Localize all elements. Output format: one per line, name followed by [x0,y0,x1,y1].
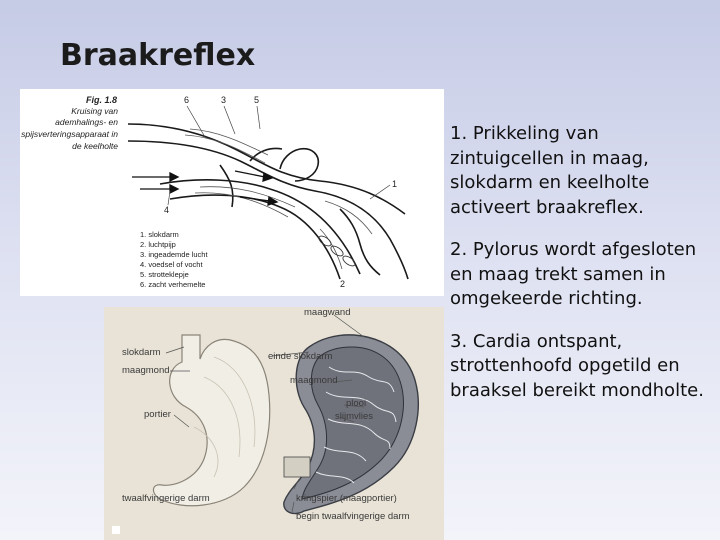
legend-item: 4. voedsel of vocht [140,260,203,269]
legend-item: 3. ingeademde lucht [140,250,208,259]
number-label: 2 [340,279,346,289]
stomach-exterior [153,335,269,506]
label-slokdarm: slokdarm [122,347,161,358]
label-maagmond-left: maagmond [122,365,170,376]
stomach-diagram [104,307,444,540]
label-maagwand: maagwand [304,307,351,318]
caption-line: ademhalings- en [55,117,118,127]
legend-item: 5. strotteklepje [140,270,189,279]
trachea-rings [317,234,356,268]
label-maagmond-right: maagmond [290,375,338,386]
label-slijmvlies: slijmvlies [335,411,373,422]
legend-item: 2. luchtpijp [140,240,176,249]
number-label: 5 [254,95,260,105]
label-kringspier: kringspier (maagportier) [296,493,397,504]
number-label: 1 [392,179,398,189]
legend-item: 6. zacht verhemelte [140,280,206,289]
bullet-list [450,122,714,421]
stomach-illustration [104,307,444,540]
number-label: 6 [184,95,190,105]
caption-line: Kruising van [71,106,118,116]
slide-title: Braakreflex [60,38,256,73]
number-label: 3 [221,95,227,105]
bullet-item: 2. Pylorus wordt afgesloten en maag trekt samen in omgekeerde richting. [450,239,697,309]
label-portier: portier [144,409,171,420]
legend [140,230,208,289]
label-twaalfvingerige: twaalfvingerige darm [122,493,210,504]
legend-item: 1. slokdarm [140,230,179,239]
label-plooi: plooi [346,398,367,409]
pylorus-section [284,457,310,477]
corner-marker [112,526,120,534]
bullet-item: 3. Cardia ontspant, strottenhoofd opgetild en braaksel bereikt mondholte. [450,330,704,401]
figure-label: Fig. 1.8 [86,95,118,105]
bullet-item: 1. Prikkeling van zintuigcellen in maag, slokdarm en keelholte activeert braakreflex. [450,123,650,218]
label-einde-slokdarm: einde slokdarm [268,351,333,362]
pharynx-diagram [20,89,444,296]
caption-line: spijsverteringsapparaat in [21,129,118,139]
pharynx-illustration [20,89,444,296]
number-label: 4 [164,205,170,215]
label-begin-twaalfvingerige: begin twaalfvingerige darm [296,511,410,522]
leader-lines [168,106,390,205]
caption-line: de keelholte [72,141,118,151]
